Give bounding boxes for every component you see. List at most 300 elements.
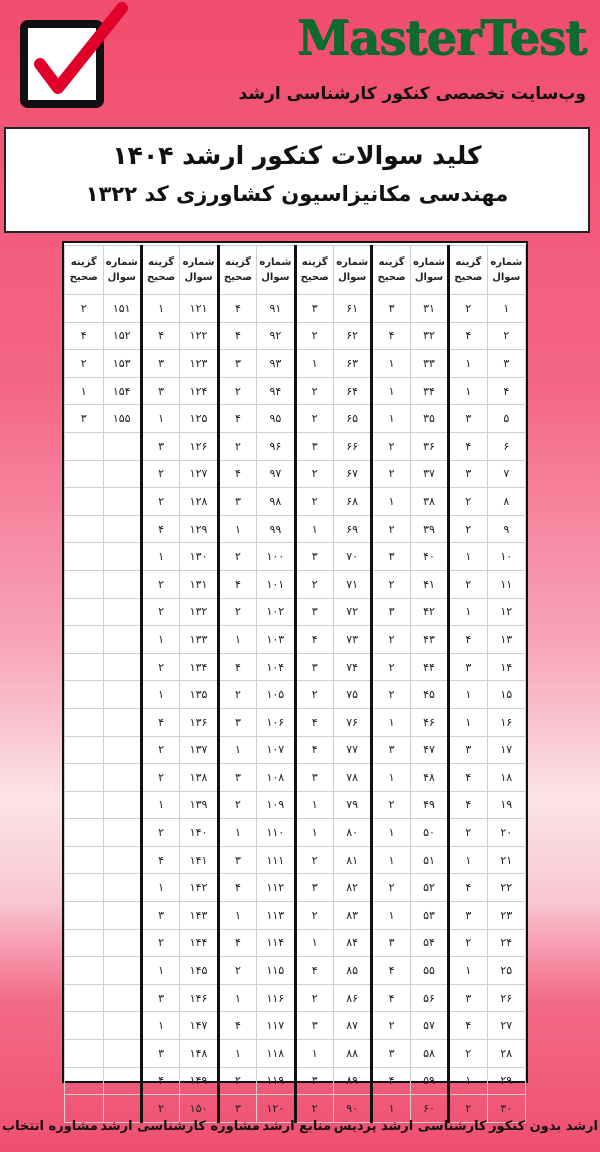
question-number-cell: ۴۴ bbox=[410, 653, 448, 681]
answer-cell: ۴ bbox=[372, 1067, 410, 1095]
question-number-cell: ۱۱۳ bbox=[257, 902, 295, 930]
question-number-cell: ۹۶ bbox=[257, 432, 295, 460]
answer-cell bbox=[65, 708, 104, 736]
question-number-cell: ۵۲ bbox=[410, 874, 448, 902]
question-number-cell bbox=[103, 653, 141, 681]
question-number-cell: ۵ bbox=[487, 405, 525, 433]
answer-cell: ۲ bbox=[449, 1040, 487, 1068]
question-number-cell: ۴۲ bbox=[410, 598, 448, 626]
answer-cell: ۱ bbox=[141, 1012, 179, 1040]
question-number-cell: ۴۹ bbox=[410, 791, 448, 819]
question-number-cell: ۴۸ bbox=[410, 764, 448, 792]
answer-cell: ۴ bbox=[141, 322, 179, 350]
question-number-cell: ۴۶ bbox=[410, 708, 448, 736]
question-number-cell: ۱۱۸ bbox=[257, 1040, 295, 1068]
question-number-cell: ۱۱۷ bbox=[257, 1012, 295, 1040]
question-number-cell: ۱۱۴ bbox=[257, 929, 295, 957]
question-number-cell: ۸۳ bbox=[333, 902, 371, 930]
footer-link[interactable]: کارشناسی ارشد پردیس bbox=[333, 1118, 487, 1134]
answer-cell: ۲ bbox=[295, 488, 333, 516]
answer-cell: ۲ bbox=[65, 295, 104, 323]
answer-cell bbox=[65, 929, 104, 957]
question-number-cell: ۷۷ bbox=[333, 736, 371, 764]
question-number-cell: ۱۱۲ bbox=[257, 874, 295, 902]
question-number-cell: ۱ bbox=[487, 295, 525, 323]
question-number-cell: ۵۵ bbox=[410, 957, 448, 985]
answer-cell bbox=[65, 515, 104, 543]
answer-cell: ۲ bbox=[218, 791, 256, 819]
question-number-cell: ۱۴۹ bbox=[180, 1067, 218, 1095]
answer-cell: ۱ bbox=[218, 984, 256, 1012]
table-row bbox=[65, 405, 526, 433]
question-number-cell bbox=[103, 1040, 141, 1068]
question-number-cell: ۳۷ bbox=[410, 460, 448, 488]
answer-cell: ۳ bbox=[449, 460, 487, 488]
answer-cell: ۳ bbox=[295, 432, 333, 460]
table-row bbox=[65, 681, 526, 709]
answer-cell: ۳ bbox=[449, 902, 487, 930]
answer-cell: ۱ bbox=[141, 791, 179, 819]
question-number-cell: ۲۸ bbox=[487, 1040, 525, 1068]
question-number-cell: ۹۴ bbox=[257, 377, 295, 405]
answer-cell: ۱ bbox=[372, 488, 410, 516]
answer-cell: ۳ bbox=[372, 543, 410, 571]
question-number-cell: ۱۱۶ bbox=[257, 984, 295, 1012]
answer-cell: ۲ bbox=[295, 405, 333, 433]
answer-cell: ۲ bbox=[295, 460, 333, 488]
question-number-cell: ۳۶ bbox=[410, 432, 448, 460]
answer-cell: ۲ bbox=[218, 1067, 256, 1095]
answer-cell: ۳ bbox=[372, 295, 410, 323]
answer-cell: ۴ bbox=[218, 405, 256, 433]
answer-cell: ۴ bbox=[141, 1067, 179, 1095]
answer-cell bbox=[65, 681, 104, 709]
site-brand[interactable]: MasterTest bbox=[296, 10, 586, 66]
answer-cell: ۲ bbox=[295, 377, 333, 405]
question-number-cell bbox=[103, 764, 141, 792]
question-number-cell bbox=[103, 543, 141, 571]
question-number-cell: ۱۵ bbox=[487, 681, 525, 709]
checkbox-check-icon bbox=[18, 2, 136, 114]
footer-link[interactable]: منابع ارشد bbox=[262, 1118, 332, 1134]
question-number-cell: ۳ bbox=[487, 350, 525, 378]
question-number-cell: ۵۰ bbox=[410, 819, 448, 847]
question-number-cell: ۱۳۵ bbox=[180, 681, 218, 709]
answer-cell: ۳ bbox=[295, 653, 333, 681]
answer-cell: ۲ bbox=[141, 736, 179, 764]
question-number-cell: ۳۴ bbox=[410, 377, 448, 405]
question-number-cell bbox=[103, 929, 141, 957]
question-number-cell: ۱۲ bbox=[487, 598, 525, 626]
answer-cell: ۴ bbox=[141, 708, 179, 736]
table-row bbox=[65, 598, 526, 626]
question-number-cell: ۲ bbox=[487, 322, 525, 350]
question-number-cell: ۷۸ bbox=[333, 764, 371, 792]
question-number-cell bbox=[103, 460, 141, 488]
question-number-cell: ۱۳۶ bbox=[180, 708, 218, 736]
question-number-cell: ۱۵۱ bbox=[103, 295, 141, 323]
question-number-cell: ۱۴۰ bbox=[180, 819, 218, 847]
answer-cell bbox=[65, 984, 104, 1012]
question-number-cell: ۴۰ bbox=[410, 543, 448, 571]
question-number-cell: ۱۱۱ bbox=[257, 846, 295, 874]
question-number-cell: ۱۲۵ bbox=[180, 405, 218, 433]
question-number-cell: ۸۱ bbox=[333, 846, 371, 874]
question-number-cell: ۷۹ bbox=[333, 791, 371, 819]
answer-cell: ۱ bbox=[449, 681, 487, 709]
answer-cell: ۳ bbox=[218, 350, 256, 378]
answer-cell: ۱ bbox=[372, 708, 410, 736]
answer-cell: ۲ bbox=[295, 902, 333, 930]
answer-cell: ۲ bbox=[141, 819, 179, 847]
answer-cell bbox=[65, 432, 104, 460]
question-number-cell: ۱۴۱ bbox=[180, 846, 218, 874]
answer-cell: ۴ bbox=[218, 322, 256, 350]
answer-cell: ۲ bbox=[372, 432, 410, 460]
page-subtitle: مهندسی مکانیزاسیون کشاورزی کد ۱۳۲۲ bbox=[85, 182, 509, 206]
question-number-cell: ۱۰۴ bbox=[257, 653, 295, 681]
question-number-cell: ۱۱۵ bbox=[257, 957, 295, 985]
answer-cell: ۱ bbox=[218, 1040, 256, 1068]
question-number-cell: ۶۱ bbox=[333, 295, 371, 323]
table-row bbox=[65, 708, 526, 736]
question-number-cell: ۹۹ bbox=[257, 515, 295, 543]
question-number-cell: ۱۰۸ bbox=[257, 764, 295, 792]
answer-cell: ۴ bbox=[449, 791, 487, 819]
answer-cell: ۳ bbox=[449, 984, 487, 1012]
answer-cell bbox=[65, 488, 104, 516]
answer-cell: ۲ bbox=[295, 984, 333, 1012]
answer-cell: ۲ bbox=[141, 929, 179, 957]
question-number-cell bbox=[103, 708, 141, 736]
site-tagline: وب‌سایت تخصصی کنکور کارشناسی ارشد bbox=[238, 84, 586, 104]
question-number-cell: ۱۴۳ bbox=[180, 902, 218, 930]
answer-cell: ۱ bbox=[295, 791, 333, 819]
question-number-cell: ۸۴ bbox=[333, 929, 371, 957]
question-number-cell: ۶۸ bbox=[333, 488, 371, 516]
answer-cell: ۲ bbox=[218, 543, 256, 571]
question-number-cell: ۱۰۲ bbox=[257, 598, 295, 626]
question-number-cell: ۱۰ bbox=[487, 543, 525, 571]
answer-cell: ۳ bbox=[295, 543, 333, 571]
answer-cell: ۴ bbox=[218, 570, 256, 598]
question-number-cell: ۵۸ bbox=[410, 1040, 448, 1068]
question-number-cell: ۶۲ bbox=[333, 322, 371, 350]
question-number-cell: ۱۶ bbox=[487, 708, 525, 736]
answer-cell: ۲ bbox=[65, 350, 104, 378]
answer-cell: ۲ bbox=[295, 846, 333, 874]
answer-cell: ۳ bbox=[218, 764, 256, 792]
answer-cell: ۱ bbox=[65, 377, 104, 405]
answer-cell: ۳ bbox=[372, 1040, 410, 1068]
question-number-cell bbox=[103, 681, 141, 709]
column-header-question: شماره سوال bbox=[103, 246, 141, 295]
question-number-cell: ۱۷ bbox=[487, 736, 525, 764]
question-number-cell: ۱۲۴ bbox=[180, 377, 218, 405]
question-number-cell: ۷۲ bbox=[333, 598, 371, 626]
column-header-answer: گزینه صحیح bbox=[295, 246, 333, 295]
answer-cell: ۴ bbox=[65, 322, 104, 350]
question-number-cell: ۲۷ bbox=[487, 1012, 525, 1040]
answer-cell: ۲ bbox=[141, 653, 179, 681]
question-number-cell bbox=[103, 902, 141, 930]
answer-cell: ۴ bbox=[218, 874, 256, 902]
question-number-cell: ۱۴۸ bbox=[180, 1040, 218, 1068]
question-number-cell bbox=[103, 736, 141, 764]
question-number-cell: ۶۷ bbox=[333, 460, 371, 488]
question-number-cell: ۳۳ bbox=[410, 350, 448, 378]
answer-cell: ۱ bbox=[372, 350, 410, 378]
answer-cell bbox=[65, 1067, 104, 1095]
question-number-cell: ۱۵۴ bbox=[103, 377, 141, 405]
answer-cell: ۲ bbox=[141, 460, 179, 488]
table-row bbox=[65, 543, 526, 571]
column-header-answer: گزینه صحیح bbox=[218, 246, 256, 295]
question-number-cell: ۱۰۵ bbox=[257, 681, 295, 709]
answer-cell: ۱ bbox=[372, 764, 410, 792]
answer-cell bbox=[65, 626, 104, 654]
answer-cell: ۱ bbox=[372, 405, 410, 433]
question-number-cell: ۸۷ bbox=[333, 1012, 371, 1040]
answer-cell bbox=[65, 543, 104, 571]
answer-cell bbox=[65, 653, 104, 681]
table-row bbox=[65, 984, 526, 1012]
answer-cell: ۱ bbox=[141, 626, 179, 654]
answer-cell: ۲ bbox=[372, 653, 410, 681]
answer-cell: ۲ bbox=[218, 681, 256, 709]
answer-cell: ۱ bbox=[295, 929, 333, 957]
table-row bbox=[65, 929, 526, 957]
question-number-cell: ۱۴۶ bbox=[180, 984, 218, 1012]
question-number-cell: ۸ bbox=[487, 488, 525, 516]
answer-cell bbox=[65, 736, 104, 764]
answer-cell: ۲ bbox=[372, 874, 410, 902]
answer-cell: ۱ bbox=[141, 543, 179, 571]
answer-cell: ۱ bbox=[141, 874, 179, 902]
answer-cell: ۴ bbox=[141, 846, 179, 874]
table-row bbox=[65, 295, 526, 323]
table-row bbox=[65, 432, 526, 460]
question-number-cell: ۴۱ bbox=[410, 570, 448, 598]
answer-cell: ۴ bbox=[141, 515, 179, 543]
question-number-cell: ۹۵ bbox=[257, 405, 295, 433]
question-number-cell bbox=[103, 819, 141, 847]
question-number-cell: ۴۳ bbox=[410, 626, 448, 654]
question-number-cell bbox=[103, 488, 141, 516]
table-row bbox=[65, 902, 526, 930]
answer-cell: ۲ bbox=[218, 598, 256, 626]
question-number-cell: ۳۵ bbox=[410, 405, 448, 433]
answer-cell: ۴ bbox=[372, 984, 410, 1012]
question-number-cell: ۳۲ bbox=[410, 322, 448, 350]
answer-cell: ۱ bbox=[295, 350, 333, 378]
footer-nav bbox=[0, 1114, 600, 1138]
answer-cell: ۳ bbox=[295, 295, 333, 323]
question-number-cell bbox=[103, 598, 141, 626]
question-number-cell: ۱۳ bbox=[487, 626, 525, 654]
question-number-cell: ۱۴۷ bbox=[180, 1012, 218, 1040]
answer-cell: ۳ bbox=[372, 736, 410, 764]
answer-cell: ۱ bbox=[218, 626, 256, 654]
question-number-cell: ۵۳ bbox=[410, 902, 448, 930]
question-number-cell: ۱۵۲ bbox=[103, 322, 141, 350]
answer-cell: ۱ bbox=[449, 1067, 487, 1095]
answer-cell: ۲ bbox=[372, 681, 410, 709]
question-number-cell: ۱۲۲ bbox=[180, 322, 218, 350]
question-number-cell: ۱۰۱ bbox=[257, 570, 295, 598]
answer-cell: ۱ bbox=[449, 377, 487, 405]
question-number-cell: ۱۳۳ bbox=[180, 626, 218, 654]
question-number-cell bbox=[103, 957, 141, 985]
answer-cell: ۱ bbox=[372, 819, 410, 847]
question-number-cell bbox=[103, 515, 141, 543]
answer-cell: ۳ bbox=[218, 846, 256, 874]
column-header-question: شماره سوال bbox=[333, 246, 371, 295]
question-number-cell: ۹۳ bbox=[257, 350, 295, 378]
question-number-cell: ۱۹ bbox=[487, 791, 525, 819]
footer-link[interactable]: ارشد بدون کنکور bbox=[489, 1118, 598, 1134]
table-row bbox=[65, 791, 526, 819]
question-number-cell: ۱۵۰ bbox=[180, 1095, 218, 1123]
question-number-cell: ۱۱ bbox=[487, 570, 525, 598]
question-number-cell: ۶۹ bbox=[333, 515, 371, 543]
question-number-cell: ۴۷ bbox=[410, 736, 448, 764]
answer-cell bbox=[65, 874, 104, 902]
answer-cell: ۱ bbox=[449, 708, 487, 736]
question-number-cell: ۱۰۷ bbox=[257, 736, 295, 764]
question-number-cell: ۱۲۸ bbox=[180, 488, 218, 516]
answer-cell: ۴ bbox=[218, 460, 256, 488]
answer-cell bbox=[65, 957, 104, 985]
answer-cell: ۲ bbox=[218, 957, 256, 985]
question-number-cell: ۲۲ bbox=[487, 874, 525, 902]
answer-key-table bbox=[62, 241, 528, 1116]
column-header-question: شماره سوال bbox=[487, 246, 525, 295]
table-row bbox=[65, 819, 526, 847]
question-number-cell bbox=[103, 626, 141, 654]
answer-cell: ۲ bbox=[372, 791, 410, 819]
question-number-cell: ۱۲۰ bbox=[257, 1095, 295, 1123]
answer-cell: ۳ bbox=[141, 984, 179, 1012]
answer-cell: ۲ bbox=[372, 515, 410, 543]
table-row bbox=[65, 653, 526, 681]
table-row bbox=[65, 570, 526, 598]
answer-cell: ۳ bbox=[449, 653, 487, 681]
answer-cell: ۳ bbox=[449, 405, 487, 433]
answer-cell: ۴ bbox=[295, 736, 333, 764]
answer-cell: ۳ bbox=[218, 488, 256, 516]
answer-cell: ۱ bbox=[295, 515, 333, 543]
question-number-cell: ۱۵۳ bbox=[103, 350, 141, 378]
question-number-cell: ۳۸ bbox=[410, 488, 448, 516]
answer-cell: ۳ bbox=[295, 1012, 333, 1040]
question-number-cell: ۲۵ bbox=[487, 957, 525, 985]
answer-cell bbox=[65, 1040, 104, 1068]
table-row bbox=[65, 626, 526, 654]
question-number-cell bbox=[103, 432, 141, 460]
answer-cell: ۳ bbox=[141, 1040, 179, 1068]
answer-cell: ۳ bbox=[449, 736, 487, 764]
answer-cell: ۱ bbox=[372, 902, 410, 930]
question-number-cell: ۱۱۰ bbox=[257, 819, 295, 847]
question-number-cell: ۹۸ bbox=[257, 488, 295, 516]
answer-cell bbox=[65, 570, 104, 598]
question-number-cell: ۱۰۹ bbox=[257, 791, 295, 819]
question-number-cell: ۱۸ bbox=[487, 764, 525, 792]
question-number-cell bbox=[103, 984, 141, 1012]
page-title: کلید سوالات کنکور ارشد ۱۴۰۴ bbox=[112, 141, 482, 170]
answer-cell: ۲ bbox=[372, 626, 410, 654]
question-number-cell: ۵۴ bbox=[410, 929, 448, 957]
question-number-cell: ۹ bbox=[487, 515, 525, 543]
answer-cell: ۱ bbox=[372, 377, 410, 405]
question-number-cell: ۳۹ bbox=[410, 515, 448, 543]
question-number-cell: ۱۱۹ bbox=[257, 1067, 295, 1095]
answer-cell: ۱ bbox=[449, 543, 487, 571]
answer-cell bbox=[65, 460, 104, 488]
answer-cell bbox=[65, 902, 104, 930]
answer-cell: ۱ bbox=[218, 515, 256, 543]
answer-cell: ۳ bbox=[295, 1067, 333, 1095]
answer-cell: ۱ bbox=[449, 846, 487, 874]
footer-link[interactable]: مشاوره انتخاب bbox=[2, 1118, 98, 1134]
answer-cell: ۴ bbox=[372, 957, 410, 985]
answer-cell: ۳ bbox=[65, 405, 104, 433]
answer-cell: ۲ bbox=[141, 598, 179, 626]
question-number-cell: ۲۶ bbox=[487, 984, 525, 1012]
table-row bbox=[65, 736, 526, 764]
question-number-cell: ۱۵۵ bbox=[103, 405, 141, 433]
question-number-cell: ۱۰۳ bbox=[257, 626, 295, 654]
answer-cell: ۴ bbox=[449, 874, 487, 902]
question-number-cell: ۸۸ bbox=[333, 1040, 371, 1068]
answer-cell: ۱ bbox=[295, 1040, 333, 1068]
answer-cell bbox=[65, 1012, 104, 1040]
question-number-cell: ۲۹ bbox=[487, 1067, 525, 1095]
answer-cell: ۳ bbox=[295, 598, 333, 626]
question-number-cell: ۹۲ bbox=[257, 322, 295, 350]
answer-cell bbox=[65, 598, 104, 626]
answer-cell: ۱ bbox=[449, 598, 487, 626]
answer-cell: ۲ bbox=[295, 570, 333, 598]
answer-cell: ۲ bbox=[295, 681, 333, 709]
question-number-cell: ۵۷ bbox=[410, 1012, 448, 1040]
question-number-cell: ۷۴ bbox=[333, 653, 371, 681]
answer-cell: ۲ bbox=[372, 460, 410, 488]
answer-cell: ۱ bbox=[372, 1095, 410, 1123]
answer-cell bbox=[65, 764, 104, 792]
answer-cell: ۲ bbox=[141, 488, 179, 516]
answer-cell: ۴ bbox=[218, 929, 256, 957]
answer-cell: ۱ bbox=[449, 957, 487, 985]
question-number-cell: ۶ bbox=[487, 432, 525, 460]
answer-cell bbox=[65, 846, 104, 874]
column-header-answer: گزینه صحیح bbox=[372, 246, 410, 295]
answer-cell: ۴ bbox=[295, 708, 333, 736]
question-number-cell: ۴۵ bbox=[410, 681, 448, 709]
answer-cell: ۲ bbox=[218, 432, 256, 460]
table-row bbox=[65, 764, 526, 792]
question-number-cell: ۸۶ bbox=[333, 984, 371, 1012]
question-number-cell: ۵۹ bbox=[410, 1067, 448, 1095]
answer-cell: ۲ bbox=[218, 377, 256, 405]
answer-cell: ۴ bbox=[449, 764, 487, 792]
question-number-cell: ۵۱ bbox=[410, 846, 448, 874]
answer-cell bbox=[65, 791, 104, 819]
answer-cell: ۴ bbox=[449, 432, 487, 460]
footer-link[interactable]: مشاوره کارشناسی ارشد bbox=[100, 1118, 260, 1134]
answer-cell: ۲ bbox=[449, 488, 487, 516]
